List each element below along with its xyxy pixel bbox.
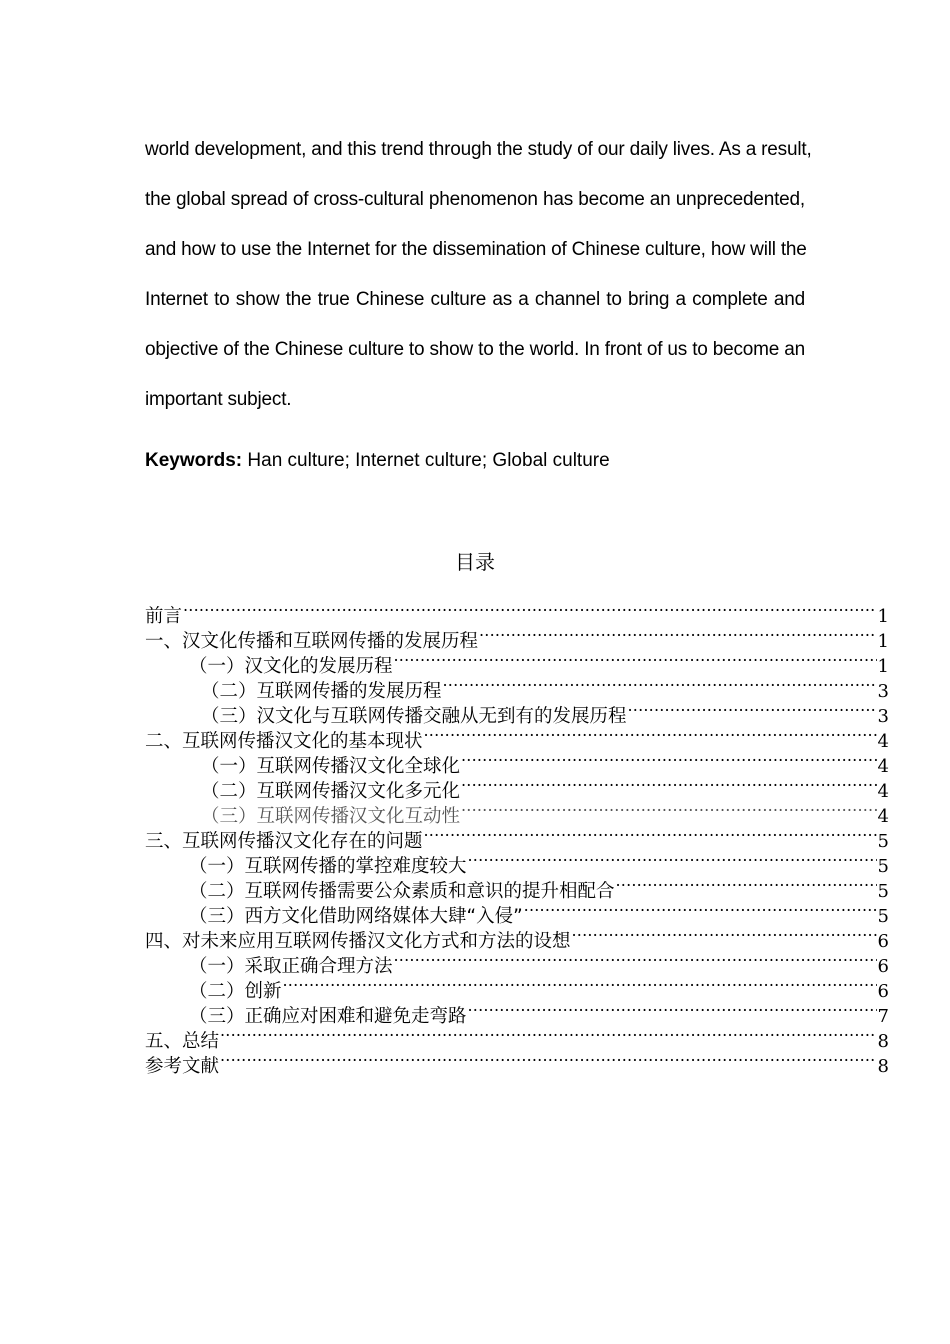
toc-title: 目录 bbox=[455, 550, 495, 574]
toc-entry-title: （一）互联网传播汉文化全球化 bbox=[201, 756, 461, 777]
toc-entry-page: 1 bbox=[877, 606, 889, 627]
toc-entry-page: 4 bbox=[877, 756, 889, 777]
toc-entry-page: 1 bbox=[877, 631, 889, 652]
toc-entry-title: （三）互联网传播汉文化互动性 bbox=[201, 806, 461, 827]
toc-entry-page: 3 bbox=[877, 706, 889, 727]
toc-entry-page: 1 bbox=[877, 656, 889, 677]
toc-entry-title: （三）汉文化与互联网传播交融从无到有的发展历程 bbox=[201, 706, 627, 727]
toc-leader-dots bbox=[220, 1047, 877, 1072]
keywords-label: Keywords: bbox=[145, 450, 243, 471]
toc-entry-title: （二）互联网传播需要公众素质和意识的提升相配合 bbox=[189, 881, 615, 902]
toc-entry[interactable] bbox=[145, 1022, 889, 1052]
toc-entry-title: （二）互联网传播的发展历程 bbox=[201, 681, 442, 702]
abstract-line: the global spread of cross-cultural phenomenon has become an unprecedented, bbox=[145, 189, 805, 210]
abstract-line: important subject. bbox=[145, 389, 292, 410]
toc-entry-title: 前言 bbox=[145, 606, 183, 627]
toc-leader-dots bbox=[424, 822, 877, 847]
toc-leader-dots bbox=[461, 747, 877, 772]
toc-leader-dots bbox=[394, 647, 877, 672]
abstract-line: world development, and this trend through the study of our daily lives. As a result, bbox=[145, 139, 812, 160]
toc-entry-page: 5 bbox=[877, 906, 889, 927]
abstract-paragraph bbox=[145, 125, 812, 425]
toc-leader-dots bbox=[572, 922, 877, 947]
toc-entry-title: 参考文献 bbox=[145, 1056, 220, 1077]
toc-entry-title: 三、互联网传播汉文化存在的问题 bbox=[145, 831, 423, 852]
toc-leader-dots bbox=[628, 697, 877, 722]
toc-leader-dots bbox=[283, 972, 877, 997]
abstract-line: Internet to show the true Chinese culture as a channel to bring a complete and bbox=[145, 289, 805, 310]
toc-leader-dots bbox=[394, 947, 877, 972]
toc-leader-dots bbox=[468, 847, 877, 872]
toc-entry-title: （三）西方文化借助网络媒体大肆“入侵” bbox=[189, 906, 523, 927]
toc-entry-page: 5 bbox=[877, 856, 889, 877]
toc-entry-title: （二）创新 bbox=[189, 981, 282, 1002]
toc-entry-page: 4 bbox=[877, 806, 889, 827]
toc-entry-page: 6 bbox=[877, 931, 889, 952]
toc-entry-title: （一）互联网传播的掌控难度较大 bbox=[189, 856, 467, 877]
toc-leader-dots bbox=[461, 797, 877, 822]
toc-leader-dots bbox=[183, 597, 877, 622]
toc-leader-dots bbox=[443, 672, 877, 697]
toc-leader-dots bbox=[220, 1022, 877, 1047]
toc-entry-page: 6 bbox=[877, 981, 889, 1002]
toc-entry-page: 5 bbox=[877, 881, 889, 902]
toc-entry[interactable] bbox=[145, 622, 889, 652]
toc-entry-page: 7 bbox=[877, 1006, 889, 1027]
keywords-line bbox=[145, 448, 805, 474]
toc-leader-dots bbox=[524, 897, 877, 922]
toc-entry-title: 五、总结 bbox=[145, 1031, 220, 1052]
toc-entry-title: （三）正确应对困难和避免走弯路 bbox=[189, 1006, 467, 1027]
toc-leader-dots bbox=[424, 722, 877, 747]
toc-leader-dots bbox=[616, 872, 877, 897]
toc-entry[interactable] bbox=[145, 1047, 889, 1077]
toc-entry-title: （一）采取正确合理方法 bbox=[189, 956, 393, 977]
toc-entry-page: 8 bbox=[877, 1031, 889, 1052]
toc-entry-title: 二、互联网传播汉文化的基本现状 bbox=[145, 731, 423, 752]
abstract-line: objective of the Chinese culture to show to the world. In front of us to become an bbox=[145, 339, 805, 360]
toc-leader-dots bbox=[468, 997, 877, 1022]
toc-leader-dots bbox=[479, 622, 877, 647]
toc-entry-page: 6 bbox=[877, 956, 889, 977]
toc-entry-page: 8 bbox=[877, 1056, 889, 1077]
toc-entry-title: （二）互联网传播汉文化多元化 bbox=[201, 781, 461, 802]
toc-entry-page: 3 bbox=[877, 681, 889, 702]
toc-entry[interactable] bbox=[145, 597, 889, 627]
abstract-line: and how to use the Internet for the dissemination of Chinese culture, how will the bbox=[145, 239, 807, 260]
keywords-text: Han culture; Internet culture; Global culture bbox=[242, 450, 610, 471]
toc-entry-title: 一、汉文化传播和互联网传播的发展历程 bbox=[145, 631, 479, 652]
toc-entry-page: 5 bbox=[877, 831, 889, 852]
toc-entry-title: （一）汉文化的发展历程 bbox=[189, 656, 393, 677]
toc-entry-page: 4 bbox=[877, 731, 889, 752]
toc-leader-dots bbox=[461, 772, 877, 797]
toc-entry-page: 4 bbox=[877, 781, 889, 802]
toc-entry-title: 四、对未来应用互联网传播汉文化方式和方法的设想 bbox=[145, 931, 571, 952]
table-of-contents bbox=[145, 597, 889, 1077]
